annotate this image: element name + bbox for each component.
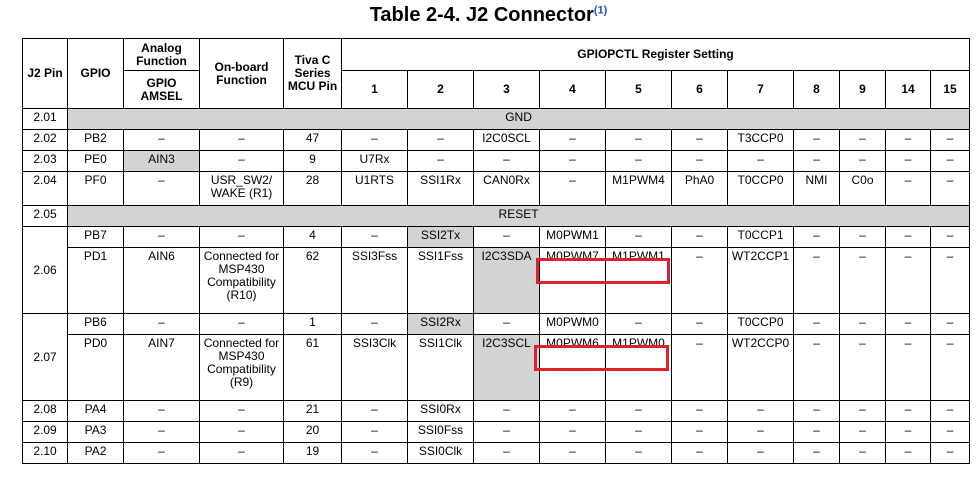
onboard-cell: – <box>200 314 284 335</box>
pctl-cell: SSI1Fss <box>408 248 474 314</box>
pctl-cell: – <box>840 422 886 443</box>
pctl-cell: – <box>672 401 728 422</box>
header-tiva-mcu-pin: Tiva C Series MCU Pin <box>284 39 342 109</box>
amsel-cell: – <box>124 227 200 248</box>
pctl-cell: – <box>672 130 728 151</box>
pctl-cell: SSI1Clk <box>408 335 474 401</box>
header-analog-function: Analog Function <box>124 39 200 71</box>
pctl-cell: – <box>794 130 840 151</box>
gpio-cell: PD0 <box>68 335 124 401</box>
pctl-cell: – <box>342 422 408 443</box>
pctl-cell: SSI3Clk <box>342 335 408 401</box>
pctl-cell: – <box>840 248 886 314</box>
header-col-6: 6 <box>672 71 728 109</box>
pctl-cell: WT2CCP0 <box>728 335 794 401</box>
pctl-cell: PhA0 <box>672 172 728 206</box>
amsel-cell: – <box>124 130 200 151</box>
pctl-cell: – <box>794 422 840 443</box>
amsel-cell: – <box>124 172 200 206</box>
pctl-cell: – <box>794 314 840 335</box>
pctl-cell-highlighted: M0PWM7 <box>540 248 606 314</box>
pctl-cell: – <box>540 130 606 151</box>
pctl-cell: – <box>408 151 474 172</box>
pin-cell: 2.09 <box>23 422 68 443</box>
pctl-cell: – <box>606 151 672 172</box>
table-row <box>23 109 970 130</box>
pctl-cell: – <box>342 401 408 422</box>
pctl-cell: – <box>886 314 931 335</box>
onboard-cell: – <box>200 401 284 422</box>
pctl-cell: WT2CCP1 <box>728 248 794 314</box>
header-col-3: 3 <box>474 71 540 109</box>
pctl-cell: – <box>931 227 970 248</box>
pctl-cell: – <box>886 422 931 443</box>
pin-cell: 2.01 <box>23 109 68 130</box>
pctl-cell: – <box>728 401 794 422</box>
pctl-cell: – <box>342 130 408 151</box>
pctl-cell: – <box>840 314 886 335</box>
table-row <box>23 172 970 206</box>
pctl-cell: M0PWM0 <box>540 314 606 335</box>
mcu-pin-cell: 19 <box>284 443 342 464</box>
pin-cell: 2.07 <box>23 314 68 401</box>
gpio-cell: PA2 <box>68 443 124 464</box>
pctl-cell: – <box>794 151 840 172</box>
pctl-cell: – <box>606 443 672 464</box>
pctl-cell: NMI <box>794 172 840 206</box>
pctl-cell: – <box>672 314 728 335</box>
pctl-cell: – <box>931 248 970 314</box>
amsel-cell: AIN7 <box>124 335 200 401</box>
pctl-cell: – <box>474 443 540 464</box>
pctl-cell: – <box>931 314 970 335</box>
amsel-cell: – <box>124 401 200 422</box>
pctl-cell: – <box>886 130 931 151</box>
pctl-cell: C0o <box>840 172 886 206</box>
pctl-cell: – <box>886 151 931 172</box>
amsel-cell: – <box>124 443 200 464</box>
pctl-cell: – <box>474 401 540 422</box>
table-row <box>23 151 970 172</box>
pctl-cell: – <box>886 248 931 314</box>
header-row-top <box>23 39 970 71</box>
header-col-5: 5 <box>606 71 672 109</box>
pctl-cell: – <box>840 151 886 172</box>
pctl-cell: – <box>931 443 970 464</box>
onboard-cell: – <box>200 151 284 172</box>
pctl-cell: SSI3Fss <box>342 248 408 314</box>
pctl-cell: – <box>672 248 728 314</box>
gpio-cell: PE0 <box>68 151 124 172</box>
table-row <box>23 314 970 335</box>
onboard-cell: – <box>200 422 284 443</box>
header-col-1: 1 <box>342 71 408 109</box>
mcu-pin-cell: 1 <box>284 314 342 335</box>
pctl-cell: – <box>840 130 886 151</box>
header-j2-pin: J2 Pin <box>23 39 68 109</box>
pin-cell: 2.03 <box>23 151 68 172</box>
amsel-cell: AIN6 <box>124 248 200 314</box>
pctl-cell: T0CCP0 <box>728 314 794 335</box>
pctl-cell: – <box>886 227 931 248</box>
pctl-cell: – <box>606 422 672 443</box>
pin-cell: 2.04 <box>23 172 68 206</box>
pctl-cell: SSI0Rx <box>408 401 474 422</box>
pctl-cell: – <box>794 443 840 464</box>
gnd-span-cell: GND <box>68 109 970 130</box>
onboard-cell: USR_SW2/ WAKE (R1) <box>200 172 284 206</box>
gpio-cell: PD1 <box>68 248 124 314</box>
pctl-cell: – <box>606 227 672 248</box>
pctl-cell: – <box>474 314 540 335</box>
table-title-text: Table 2-4. J2 Connector <box>369 4 594 26</box>
pctl-cell: CAN0Rx <box>474 172 540 206</box>
pctl-cell: – <box>540 151 606 172</box>
pctl-cell: – <box>672 151 728 172</box>
pctl-cell-highlighted: M0PWM6 <box>540 335 606 401</box>
header-onboard-function: On-board Function <box>200 39 284 109</box>
pctl-cell: – <box>931 422 970 443</box>
pctl-cell: – <box>540 443 606 464</box>
pctl-cell: – <box>794 335 840 401</box>
pctl-cell: SSI2Tx <box>408 227 474 248</box>
j2-connector-table <box>22 38 970 464</box>
gpio-cell: PA3 <box>68 422 124 443</box>
gpio-cell: PB7 <box>68 227 124 248</box>
pctl-cell: – <box>342 227 408 248</box>
pctl-cell: – <box>474 227 540 248</box>
pctl-cell: U7Rx <box>342 151 408 172</box>
pctl-cell: I2C3SCL <box>474 335 540 401</box>
mcu-pin-cell: 21 <box>284 401 342 422</box>
header-row-bottom <box>23 71 970 109</box>
header-col-4: 4 <box>540 71 606 109</box>
header-col-8: 8 <box>794 71 840 109</box>
table-row <box>23 248 970 314</box>
pin-cell: 2.10 <box>23 443 68 464</box>
pctl-cell: – <box>931 401 970 422</box>
pctl-cell: I2C0SCL <box>474 130 540 151</box>
pctl-cell: – <box>540 422 606 443</box>
mcu-pin-cell: 4 <box>284 227 342 248</box>
header-col-14: 14 <box>886 71 931 109</box>
header-gpio: GPIO <box>68 39 124 109</box>
pctl-cell: – <box>886 401 931 422</box>
pctl-cell: M1PWM4 <box>606 172 672 206</box>
pctl-cell: – <box>474 422 540 443</box>
table-row <box>23 401 970 422</box>
pctl-cell: SSI0Clk <box>408 443 474 464</box>
pctl-cell: SSI1Rx <box>408 172 474 206</box>
table-row <box>23 227 970 248</box>
pctl-cell: – <box>886 172 931 206</box>
table-title <box>0 4 977 27</box>
header-gpio-amsel: GPIO AMSEL <box>124 71 200 109</box>
pctl-cell: T3CCP0 <box>728 130 794 151</box>
pctl-cell: – <box>606 130 672 151</box>
pctl-cell: M0PWM1 <box>540 227 606 248</box>
pctl-cell: – <box>672 422 728 443</box>
pctl-cell: I2C3SDA <box>474 248 540 314</box>
amsel-cell: – <box>124 314 200 335</box>
pctl-cell-highlighted: M1PWM0 <box>606 335 672 401</box>
pctl-cell: – <box>931 172 970 206</box>
pctl-cell: SSI0Fss <box>408 422 474 443</box>
pctl-cell: – <box>794 401 840 422</box>
pctl-cell: – <box>672 335 728 401</box>
onboard-cell: – <box>200 443 284 464</box>
pctl-cell: – <box>840 443 886 464</box>
onboard-cell: Connected for MSP430 Compatibility (R9) <box>200 335 284 401</box>
pctl-cell: – <box>886 443 931 464</box>
pctl-cell: – <box>540 172 606 206</box>
pctl-cell: – <box>408 130 474 151</box>
pctl-cell: – <box>672 443 728 464</box>
pin-cell: 2.02 <box>23 130 68 151</box>
table-row <box>23 422 970 443</box>
table-row <box>23 130 970 151</box>
mcu-pin-cell: 9 <box>284 151 342 172</box>
mcu-pin-cell: 20 <box>284 422 342 443</box>
pctl-cell: – <box>606 401 672 422</box>
header-col-7: 7 <box>728 71 794 109</box>
amsel-cell: – <box>124 422 200 443</box>
pctl-cell: U1RTS <box>342 172 408 206</box>
pctl-cell: – <box>931 151 970 172</box>
pctl-cell: – <box>840 335 886 401</box>
pctl-cell: – <box>931 335 970 401</box>
pctl-cell: – <box>794 227 840 248</box>
gpio-cell: PB6 <box>68 314 124 335</box>
amsel-cell: AIN3 <box>124 151 200 172</box>
pin-cell: 2.08 <box>23 401 68 422</box>
table-row <box>23 335 970 401</box>
pctl-cell-highlighted: M1PWM1 <box>606 248 672 314</box>
pctl-cell: – <box>840 401 886 422</box>
pctl-cell: – <box>342 443 408 464</box>
mcu-pin-cell: 62 <box>284 248 342 314</box>
gpio-cell: PF0 <box>68 172 124 206</box>
reset-span-cell: RESET <box>68 206 970 227</box>
pctl-cell: – <box>728 422 794 443</box>
gpio-cell: PB2 <box>68 130 124 151</box>
header-col-15: 15 <box>931 71 970 109</box>
pctl-cell: – <box>840 227 886 248</box>
pctl-cell: – <box>342 314 408 335</box>
pctl-cell: T0CCP0 <box>728 172 794 206</box>
pctl-cell: – <box>728 443 794 464</box>
pctl-cell: – <box>672 227 728 248</box>
pctl-cell: – <box>540 401 606 422</box>
pin-cell: 2.05 <box>23 206 68 227</box>
onboard-cell: – <box>200 227 284 248</box>
onboard-cell: Connected for MSP430 Compatibility (R10) <box>200 248 284 314</box>
pctl-cell: – <box>886 335 931 401</box>
pctl-cell: – <box>474 151 540 172</box>
mcu-pin-cell: 47 <box>284 130 342 151</box>
mcu-pin-cell: 61 <box>284 335 342 401</box>
pctl-cell: SSI2Rx <box>408 314 474 335</box>
pctl-cell: – <box>931 130 970 151</box>
pctl-cell: T0CCP1 <box>728 227 794 248</box>
footnote-link[interactable]: (1) <box>593 4 608 17</box>
pctl-cell: – <box>728 151 794 172</box>
table-row <box>23 443 970 464</box>
onboard-cell: – <box>200 130 284 151</box>
header-col-9: 9 <box>840 71 886 109</box>
header-col-2: 2 <box>408 71 474 109</box>
mcu-pin-cell: 28 <box>284 172 342 206</box>
pin-cell: 2.06 <box>23 227 68 314</box>
table-row <box>23 206 970 227</box>
gpio-cell: PA4 <box>68 401 124 422</box>
pctl-cell: – <box>606 314 672 335</box>
header-gpiopctl: GPIOPCTL Register Setting <box>342 39 970 71</box>
pctl-cell: – <box>794 248 840 314</box>
